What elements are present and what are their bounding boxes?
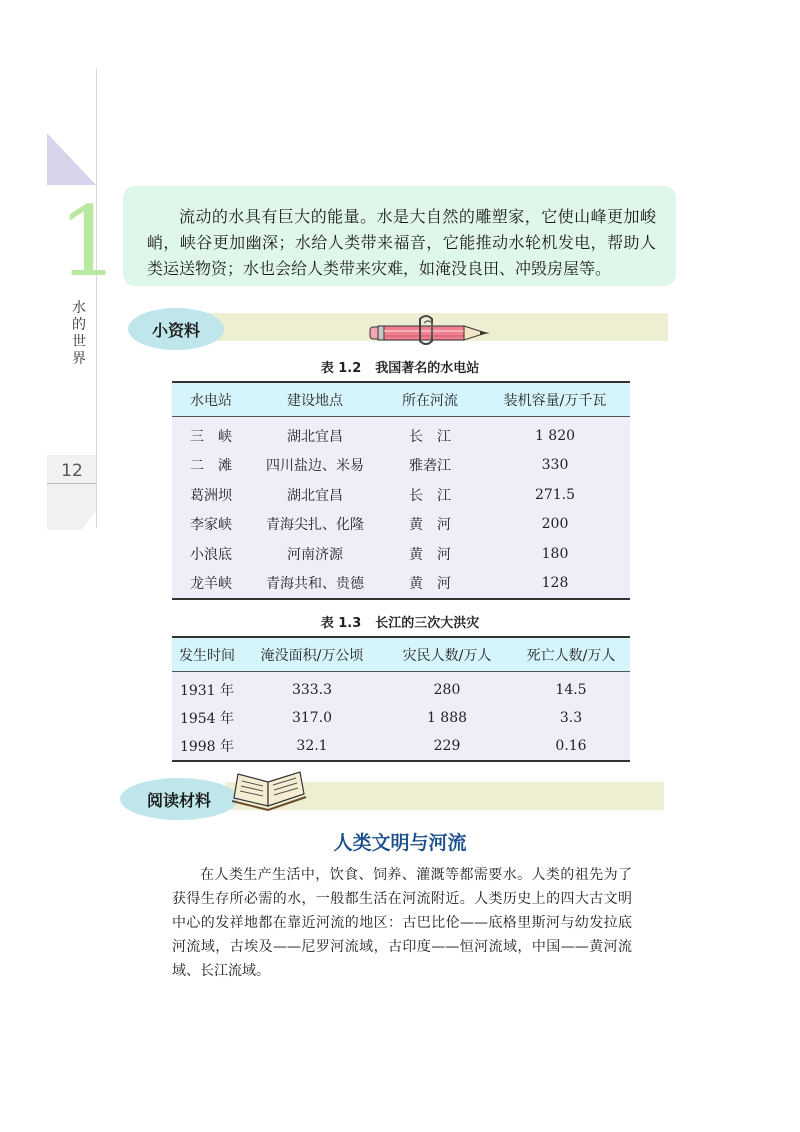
info-banner-label: 小资料 [128,308,224,350]
reading-paragraph: 在人类生产生活中，饮食、饲养、灌溉等都需要水。人类的祖先为了获得生存所必需的水，一般都生活在河流附近。人类历史上的四大古文明中心的发祥地都在靠近河流的地区：古巴比伦——底格里斯河与幼发拉底河流域，古埃及——尼罗河流域，古印度——恒河流域，中国——黄河流域、长江流域。 [172,867,632,979]
table-cell: 雅砻江 [409,458,451,475]
table-cell: 180 [541,545,569,562]
table-cell: 317.0 [291,710,333,726]
table-cell: 32.1 [242,732,382,761]
table-cell: 青海尖扎、化隆 [266,517,364,534]
table-row [172,417,630,451]
table-header-cell: 建设地点 [250,382,380,417]
page-number: 12 [61,461,83,481]
table-cell: 二 滩 [190,458,232,475]
table-cell: 黄 河 [409,546,451,563]
table-cell: 330 [541,457,569,474]
table-cell: 四川盐边、米易 [266,458,364,475]
table-cell: 葛洲坝 [190,487,232,504]
table-cell: 河南济源 [287,546,343,563]
flood-table [172,636,630,762]
table-cell: 湖北宜昌 [287,487,343,504]
table-cell: 三 峡 [190,428,232,445]
table-header-cell: 发生时间 [172,637,242,672]
table-header-cell: 所在河流 [380,382,480,417]
open-book-icon [230,768,310,812]
table2-label: 表 1.3 [320,616,362,631]
corner-triangle-decoration [47,133,96,185]
table-row [172,569,630,600]
table2-title: 长江的三次大洪灾 [375,616,480,631]
table-row [172,672,630,705]
table-header-row [172,637,630,672]
table-row [172,704,630,732]
chapter-number: 1 [58,186,120,298]
pencil-icon [368,313,496,351]
reading-banner-label: 阅读材料 [120,778,238,820]
table-cell: 长 江 [409,487,451,504]
table-cell: 龙羊峡 [172,569,250,600]
table-cell: 1 820 [534,427,576,444]
table-header-cell: 死亡人数/万人 [512,637,630,672]
table-cell: 200 [541,516,569,533]
table-header-cell: 灾民人数/万人 [382,637,512,672]
table-cell: 271.5 [534,486,576,503]
margin-line [96,68,97,528]
intro-paragraph: 流动的水具有巨大的能量。水是大自然的雕塑家，它使山峰更加峻峭，峡谷更加幽深；水给人类带来福音，它能推动水轮机发电，帮助人类运送物资；水也会给人类带来灾难，如淹没良田、冲毁房屋等。 [123,186,676,286]
table-header-cell: 装机容量/万千瓦 [480,382,630,417]
table-cell: 李家峡 [190,517,232,534]
table-cell: 黄 河 [409,517,451,534]
table-row [172,480,630,510]
table2-caption [0,612,800,631]
table-cell: 229 [382,732,512,761]
table-cell: 14.5 [555,682,587,698]
hydropower-table [172,381,630,600]
table-header-cell: 水电站 [172,382,250,417]
table-cell: 1954 年 [179,711,235,727]
table-cell: 1931 年 [179,683,235,699]
table-cell: 0.16 [512,732,630,761]
table-cell: 黄 河 [380,569,480,600]
table-cell: 湖北宜昌 [287,428,343,445]
table-header-row [172,382,630,417]
table-cell: 333.3 [291,682,333,698]
table1-caption [0,357,800,376]
table-cell: 1998 年 [172,732,242,761]
page-number-divider [47,483,96,484]
table-cell: 长 江 [409,428,451,445]
table-cell: 小浪底 [190,546,232,563]
chapter-title: 水的世界 [72,300,86,367]
table-row [172,510,630,540]
table1-label: 表 1.2 [320,361,362,376]
table-header-cell: 淹没面积/万公顷 [242,637,382,672]
table1-title: 我国著名的水电站 [375,361,480,376]
table-cell: 128 [480,569,630,600]
table-row [172,539,630,569]
table-row [172,732,630,761]
table-cell: 280 [433,682,461,698]
table-cell: 1 888 [426,710,468,726]
table-cell: 青海共和、贵德 [250,569,380,600]
reading-title: 人类文明与河流 [333,832,467,854]
table-row [172,451,630,481]
table-cell: 3.3 [559,710,583,726]
